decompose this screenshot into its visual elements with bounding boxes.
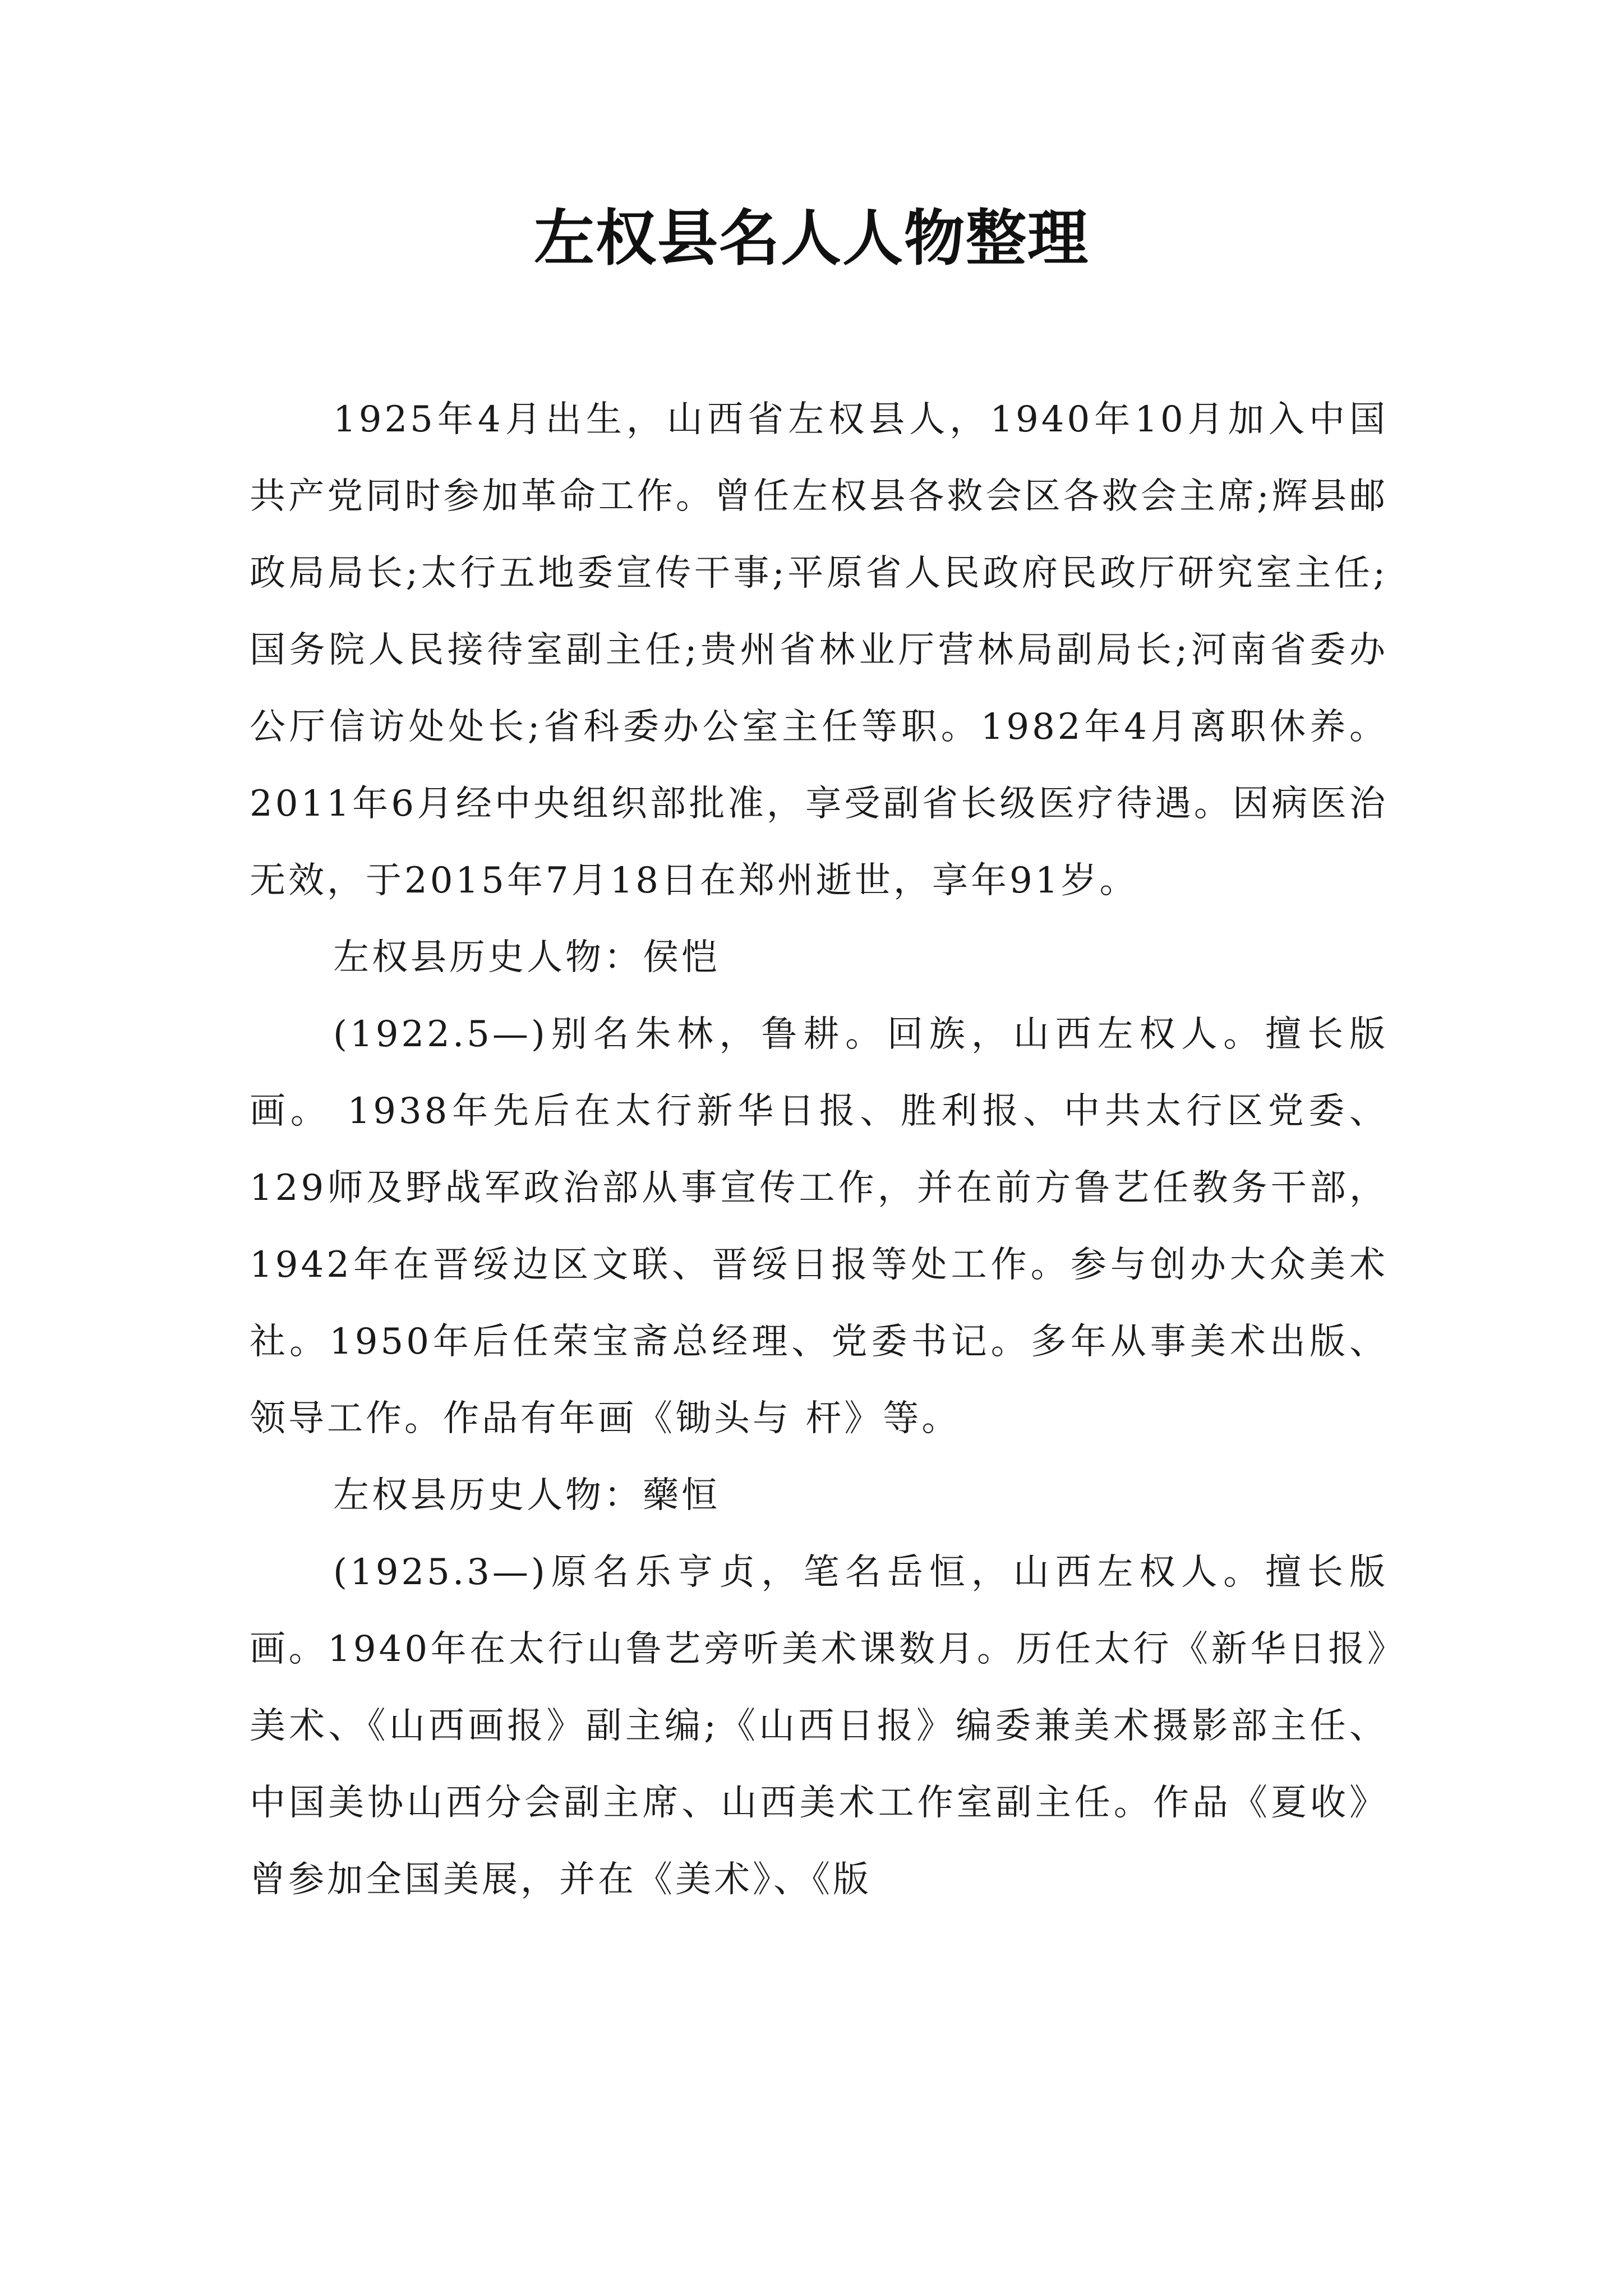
paragraph-heading-hou-kai: 左权县历史人物：侯恺 [333, 937, 720, 978]
document-title: 左权县名人人物整理 [533, 203, 1089, 274]
document-body [250, 381, 1388, 1918]
paragraph-heading-yue-heng: 左权县历史人物：藥恒 [333, 1475, 720, 1516]
paragraph-biography-yue-heng: (1925.3—)原名乐亨贞，笔名岳恒，山西左权人。擅长版画。1940年在太行山鲁艺旁听美术课数月。历任太行《新华日报》美术、《山西画报》副主编;《山西日报》编委兼美术摄影部主任、中国美协山西分会副主席、山西美术工作室副主任。作品《夏收》曾参加全国美展，并在《美术》、《版 [250, 1552, 1388, 1901]
paragraph-biography-intro: 1925年4月出生，山西省左权县人，1940年10月加入中国共产党同时参加革命工作。曾任左权县各救会区各救会主席;辉县邮政局局长;太行五地委宣传干事;平原省人民政府民政厅研究室主任;国务院人民接待室副主任;贵州省林业厅营林局副局长;河南省委办公厅信访处处长;省科委办公室主任等职。1982年4月离职休养。2011年6月经中央组织部批准，享受副省长级医疗待遇。因病医治无效，于2015年7月18日在郑州逝世，享年91岁。 [250, 399, 1388, 901]
paragraph-biography-hou-kai: (1922.5—)别名朱林，鲁耕。回族，山西左权人。擅长版画。 1938年先后在太行新华日报、胜利报、中共太行区党委、129师及野战军政治部从事宣传工作，并在前方鲁艺任教务干部，1942年在晋绥边区文联、晋绥日报等处工作。参与创办大众美术社。1950年后任荣宝斋总经理、党委书记。多年从事美术出版、领导工作。作品有年画《锄头与 杆》等。 [250, 1014, 1388, 1439]
